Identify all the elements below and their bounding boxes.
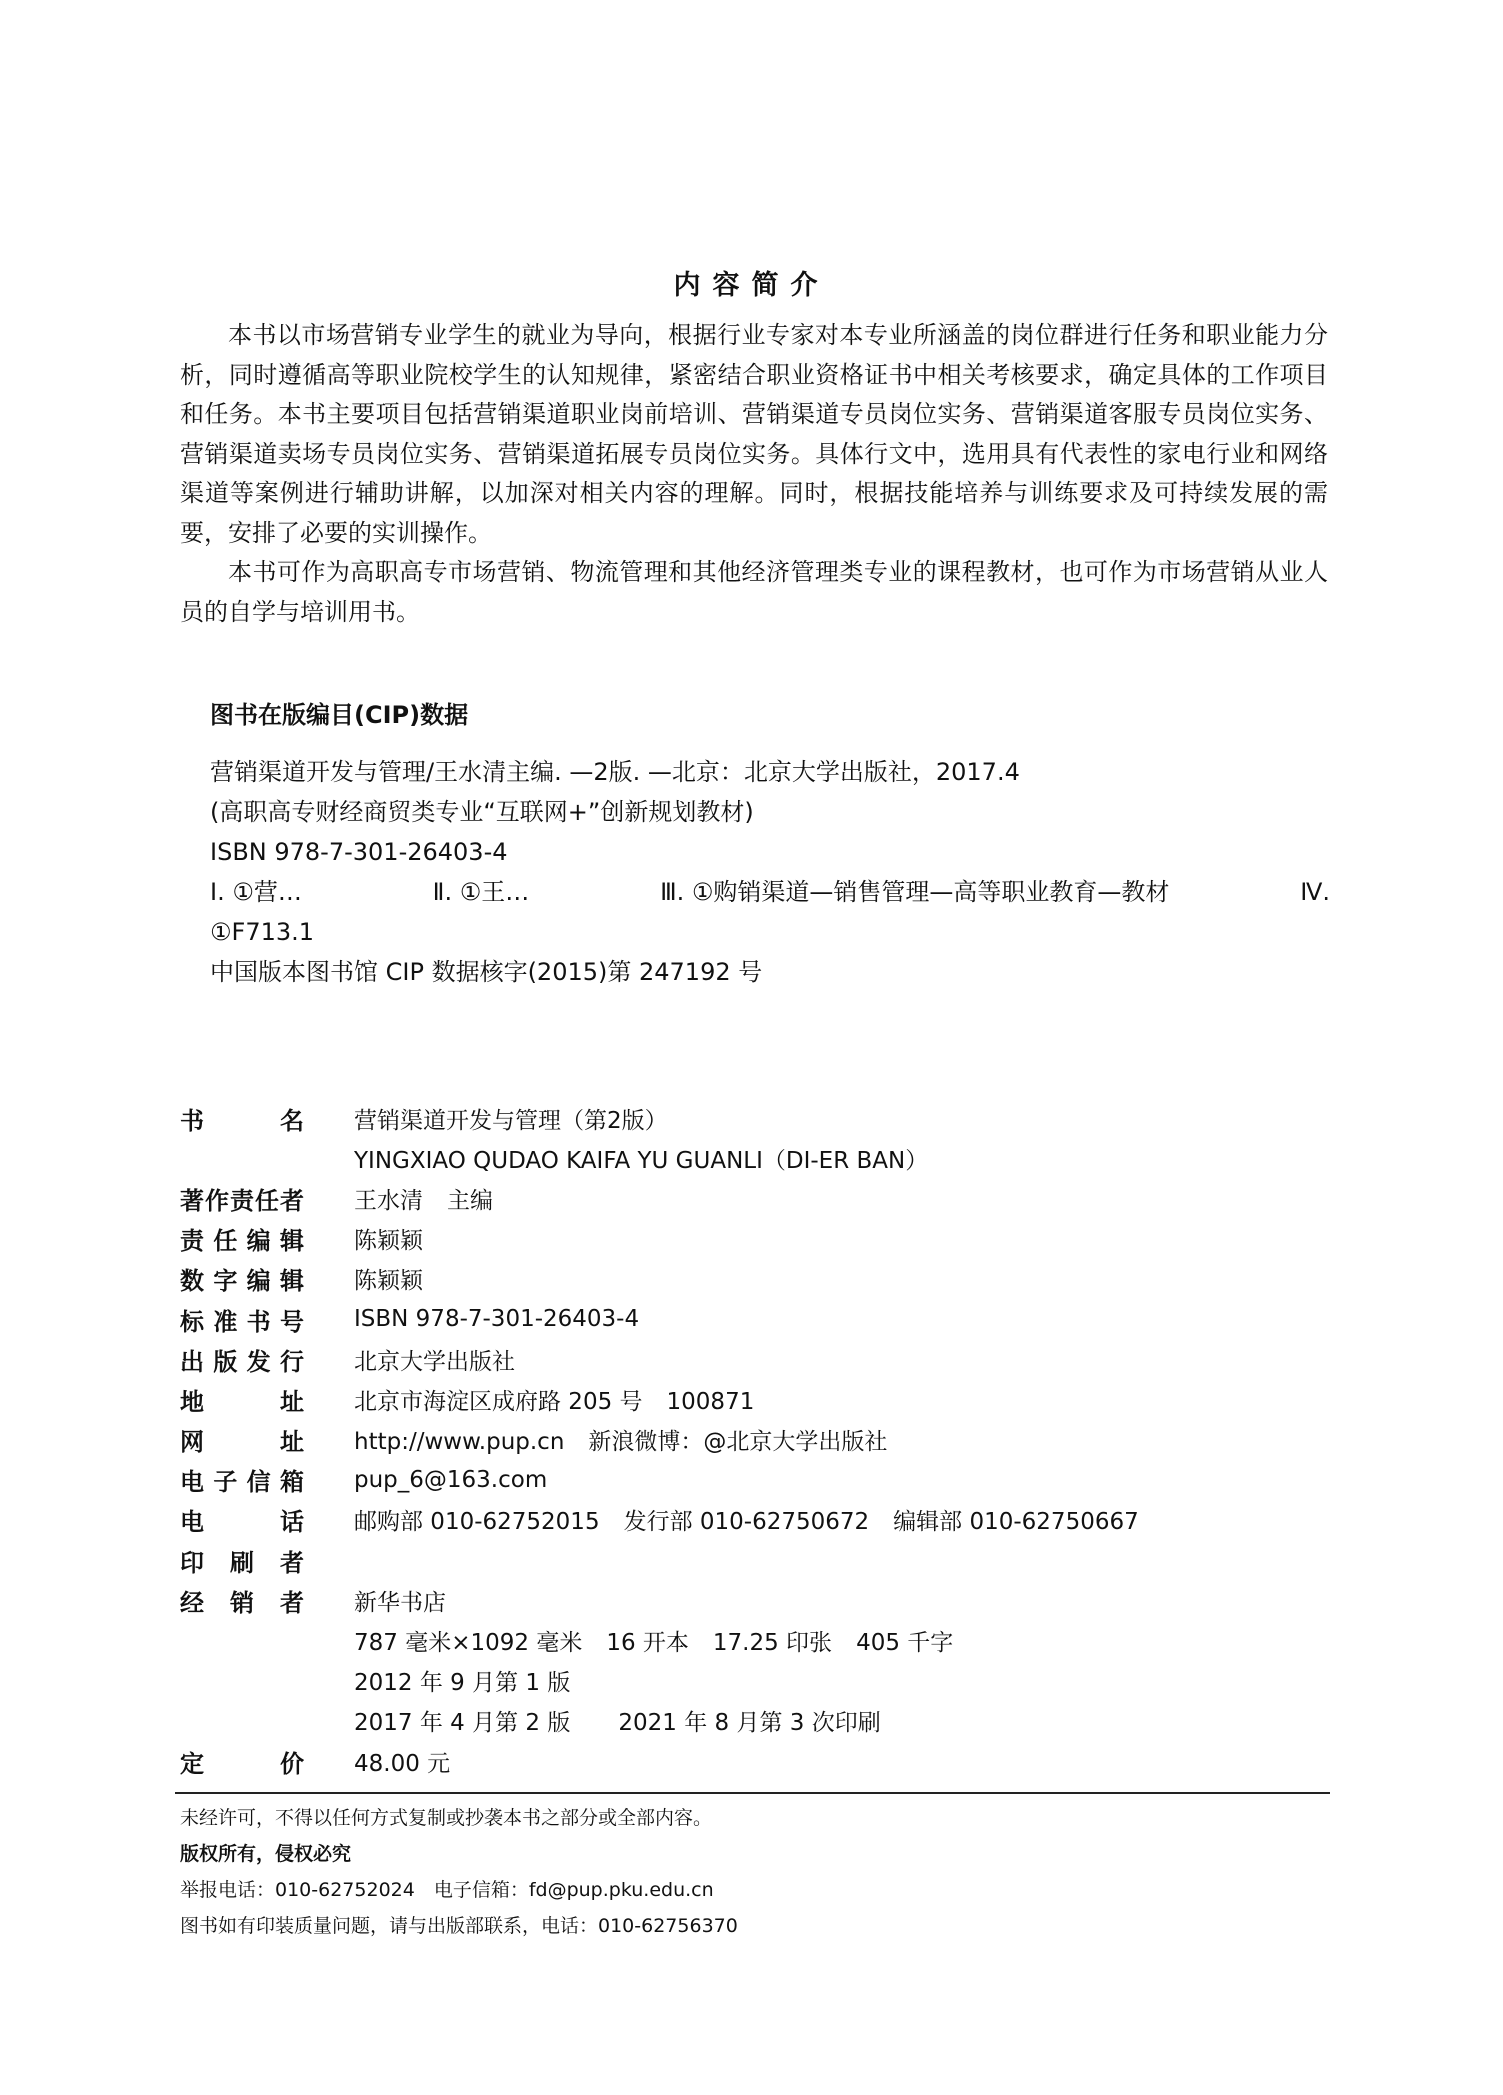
cip-classification [210, 872, 1330, 912]
cip-class-3: Ⅲ. ①购销渠道—销售管理—高等职业教育—教材 [660, 878, 1170, 906]
address-value: 北京市海淀区成府路 205 号 [354, 1388, 643, 1415]
info-row-address [180, 1379, 1328, 1419]
address-label: 地 址 [180, 1387, 304, 1416]
pinyin-value: YINGXIAO QUDAO KAIFA YU GUANLI（DI-ER BAN） [354, 1147, 929, 1174]
author-label: 著 作 责 任 者 [180, 1186, 304, 1215]
cip-block [210, 752, 1330, 992]
price-value: 48.00 元 [354, 1750, 451, 1777]
publisher-value: 北京大学出版社 [354, 1348, 515, 1375]
cip-line-number: 中国版本图书馆 CIP 数据核字(2015)第 247192 号 [210, 958, 763, 986]
postcode: 100871 [666, 1388, 755, 1415]
editor-value: 陈颖颖 [354, 1228, 423, 1255]
phone-sales: 发行部 010-62750672 [623, 1509, 870, 1536]
info-row-edition2 [180, 1701, 1328, 1741]
info-row-publisher [180, 1339, 1328, 1379]
cip-class-1: Ⅰ. ①营… [210, 878, 302, 906]
info-row-phone [180, 1500, 1328, 1540]
format-kai: 16 开本 [606, 1630, 689, 1657]
digital-editor-value: 陈颖颖 [354, 1268, 423, 1295]
footer-rights: 版权所有，侵权必究 [180, 1843, 352, 1865]
format-sheets: 17.25 印张 [712, 1630, 833, 1657]
email-label: 电 子 信 箱 [180, 1468, 304, 1497]
divider-rule [175, 1792, 1330, 1794]
editor-label: 责 任 编 辑 [180, 1227, 304, 1256]
info-row-dealer [180, 1580, 1328, 1620]
cip-line-clc: ①F713.1 [210, 918, 315, 946]
footer-report: 举报电话：010-62752024 电子信箱：fd@pup.pku.edu.cn [180, 1879, 714, 1901]
email-value: pup_6@163.com [354, 1466, 548, 1493]
intro-title: 内容简介 [673, 270, 830, 301]
copyright-footer [180, 1800, 1328, 1944]
weibo: 新浪微博：@北京大学出版社 [588, 1429, 888, 1456]
info-row-format [180, 1620, 1328, 1660]
isbn-label: 标 准 书 号 [180, 1307, 304, 1336]
printing-third: 2021 年 8 月第 3 次印刷 [618, 1710, 881, 1737]
cip-heading: 图书在版编目(CIP)数据 [210, 701, 469, 729]
format-size: 787 毫米×1092 毫米 [354, 1630, 583, 1657]
digital-editor-label: 数 字 编 辑 [180, 1267, 304, 1296]
cip-line-series: (高职高专财经商贸类专业“互联网+”创新规划教材) [210, 798, 754, 826]
info-row-title [180, 1098, 1328, 1138]
title-value: 营销渠道开发与管理（第2版） [354, 1107, 668, 1134]
intro-paragraph-1: 本书以市场营销专业学生的就业为导向，根据行业专家对本专业所涵盖的岗位群进行任务和职业能力分析，同时遵循高等职业院校学生的认知规律，紧密结合职业资格证书中相关考核要求，确定具体的工作项目和任务。本书主要项目包括营销渠道职业岗前培训、营销渠道专员岗位实务、营销渠道客服专员岗位实务、营销渠道卖场专员岗位实务、营销渠道拓展专员岗位实务。具体行文中，选用具有代表性的家电行业和网络渠道等案例进行辅助讲解，以加深对相关内容的理解。同时，根据技能培养与训练要求及可持续发展的需要，安排了必要的实训操作。 [180, 321, 1328, 547]
author-role: 主编 [447, 1187, 493, 1214]
edition-first: 2012 年 9 月第 1 版 [354, 1670, 571, 1697]
info-row-isbn [180, 1299, 1328, 1339]
dealer-value: 新华书店 [354, 1589, 446, 1616]
info-row-email [180, 1460, 1328, 1500]
website-label: 网 址 [180, 1428, 304, 1457]
printer-label: 印 刷 者 [180, 1548, 304, 1577]
website-link: http://www.pup.cn [354, 1429, 565, 1456]
phone-label: 电 话 [180, 1508, 304, 1537]
cip-line-isbn: ISBN 978-7-301-26403-4 [210, 838, 508, 866]
isbn-value: ISBN 978-7-301-26403-4 [354, 1306, 640, 1333]
info-row-pinyin [180, 1138, 1328, 1178]
publication-info [180, 1098, 1328, 1781]
info-row-edition1 [180, 1661, 1328, 1701]
intro-body [180, 316, 1328, 632]
footer-notice: 未经许可，不得以任何方式复制或抄袭本书之部分或全部内容。 [180, 1807, 713, 1829]
phone-mail-order: 邮购部 010-62752015 [354, 1509, 600, 1536]
phone-editorial: 编辑部 010-62750667 [893, 1509, 1139, 1536]
footer-quality: 图书如有印装质量问题，请与出版部联系，电话：010-62756370 [180, 1915, 738, 1937]
intro-paragraph-2: 本书可作为高职高专市场营销、物流管理和其他经济管理类专业的课程教材，也可作为市场营销从业人员的自学与培训用书。 [180, 558, 1328, 626]
cip-class-2: Ⅱ. ①王… [432, 878, 530, 906]
info-row-price [180, 1741, 1328, 1781]
cip-line-title: 营销渠道开发与管理/王水清主编. —2版. —北京：北京大学出版社，2017.4 [210, 758, 1020, 786]
price-label: 定 价 [180, 1749, 304, 1778]
info-row-digital-editor [180, 1259, 1328, 1299]
info-row-editor [180, 1219, 1328, 1259]
info-row-printer [180, 1540, 1328, 1580]
author-value: 王水清 [354, 1187, 423, 1214]
format-words: 405 千字 [856, 1630, 954, 1657]
info-row-website [180, 1420, 1328, 1460]
edition-second: 2017 年 4 月第 2 版 [354, 1710, 571, 1737]
title-label: 书 名 [180, 1106, 304, 1135]
cip-class-4: Ⅳ. [1300, 878, 1330, 906]
publisher-label: 出 版 发 行 [180, 1347, 304, 1376]
dealer-label: 经 销 者 [180, 1588, 304, 1617]
info-row-author [180, 1178, 1328, 1218]
